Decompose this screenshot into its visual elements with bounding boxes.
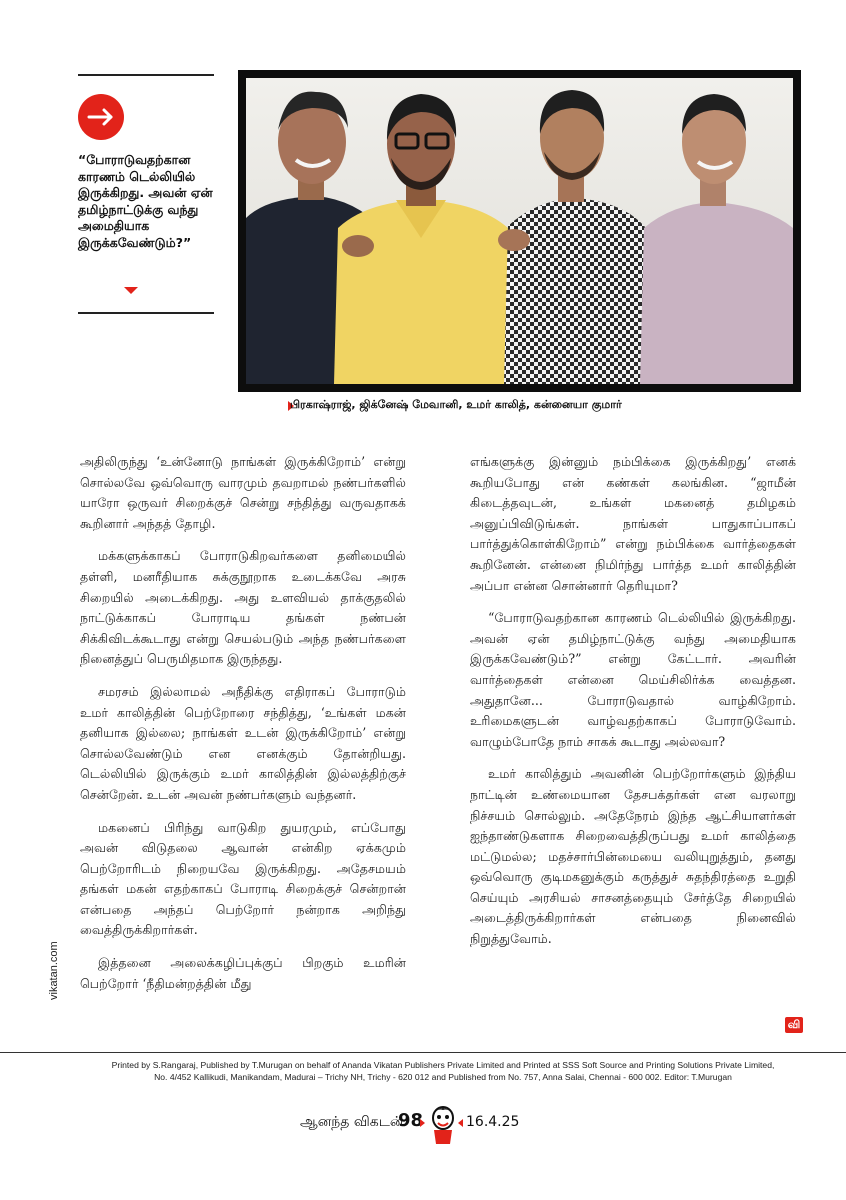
paragraph: “போராடுவதற்கான காரணம் டெல்லியில் இருக்கிறது. அவன் ஏன் தமிழ்நாட்டுக்கு வந்து அமைதியாக இருக்கவேண்டும்?” என்று கேட்டார். அவரின் வார்த்தைகள் என்னை மெய்சிலிர்க்க வைத்தன. அதுதானே... போராடுவதால் வாழ்கிறோம். உரிமைகளுடன் வாழ்வதற்காகப் போராடுவோம். வாழும்போதே நாம் சாகக் கூடாது அல்லவா? <box>470 610 796 749</box>
imprint-line: No. 4/452 Kallikudi, Manikandam, Madurai – Trichy NH, Trichy - 620 012 and Published from No. 757, Anna Salai, Chennai - 600 002. Editor: T.Murugan <box>154 1072 732 1082</box>
mascot-icon <box>428 1104 458 1144</box>
paragraph: எங்களுக்கு இன்னும் நம்பிக்கை இருக்கிறது’ எனக் கூறியபோது என் கண்கள் கலங்கின. “ஜாமீன் கிடைத்தவுடன், உங்கள் மகனைத் தமிழகம் அனுப்பிவிடுங்கள். நாங்கள் பாதுகாப்பாகப் பார்த்துக்கொள்கிறோம்” என்று நம்பிக்கை வார்த்தைகள் கூறினேன். என்னை நிமிர்ந்து பார்த்த உமர் காலித்தின் அப்பா என்ன சொன்னார் தெரியுமா? <box>470 454 796 593</box>
paragraph: இத்தனை அலைக்கழிப்புக்குப் பிறகும் உமரின் பெற்றோர் ‘நீதிமன்றத்தின் மீது <box>80 955 406 991</box>
photo-illustration <box>246 78 793 384</box>
paragraph: மகனைப் பிரிந்து வாடுகிற துயரமும், எப்போது அவன் விடுதலை ஆவான் என்கிற ஏக்கமும் பெற்றோரிடம் நிறையவே இருக்கிறது. அதேசமயம் தங்கள் மகன் எதற்காகப் போராடி சிறைக்குச் சென்றான் என்பதை அந்தப் பெற்றோர் நன்றாக அறிந்து வைத்திருக்கிறார்கள். <box>80 819 406 938</box>
issue-date: 16.4.25 <box>466 1114 520 1130</box>
page-folio <box>300 1104 550 1144</box>
article-left-column <box>80 452 406 1006</box>
paragraph: உமர் காலித்தும் அவனின் பெற்றோர்களும் இந்திய நாட்டின் உண்மையான தேசபக்தர்கள் என வரலாறு நிச்சயம் சொல்லும். அதேநேரம் இந்த ஆட்சியாளர்கள் ஐந்தாண்டுகளாக சிறைவைத்திருப்பது உமர் காலித்தை மட்டுமல்ல; மதச்சார்பின்மையை வலியுறுத்தும், தனது ஒவ்வொரு குடிமகனுக்கும் கருத்துச் சுதந்திரத்தை உறுதி செய்யும் அரசியல் சாசனத்தையும் சேர்த்தே சிறையில் அடைத்திருக்கிறார்கள் என்பதை நினைவில் நிறுத்துவோம். <box>470 766 796 947</box>
paragraph: அதிலிருந்து ‘உன்னோடு நாங்கள் இருக்கிறோம்’ என்று சொல்லவே ஒவ்வொரு வாரமும் தவறாமல் நண்பர்களில் யாரோ ஒருவர் சிறைக்குச் சென்று சந்தித்து வருவதாகக் கூறினார் அந்தத் தோழி. <box>80 454 406 531</box>
footer-rule <box>0 1052 846 1053</box>
paragraph: சமரசம் இல்லாமல் அநீதிக்கு எதிராகப் போராடும் உமர் காலித்தின் பெற்றோரை சந்தித்து, ‘உங்கள் மகன் தனியாக இல்லை; நாங்கள் உடன் இருக்கிறோம்’ என்று சொல்லவேண்டும் என எனக்கும் தோன்றியது. டெல்லியில் இருக்கும் உமர் காலித்தின் இல்லத்திற்குச் சென்றேன். உடன் அவன் நண்பர்களும் வந்தனர். <box>80 683 406 802</box>
end-mark-logo: வி <box>785 1017 803 1033</box>
imprint-line: Printed by S.Rangaraj, Published by T.Murugan on behalf of Ananda Vikatan Publishers Private Limited and Printed at SSS Soft Source and Printing Solutions Private Limited, <box>111 1060 775 1070</box>
article-right-column <box>470 452 796 962</box>
magazine-name: ஆனந்த விகடன் <box>300 1114 404 1130</box>
folio-marker-icon <box>420 1119 425 1127</box>
quote-top-rule <box>78 74 214 76</box>
pull-quote: “போராடுவதற்கான காரணம் டெல்லியில் இருக்கிறது. அவன் ஏன் தமிழ்நாட்டுக்கு வந்து அமைதியாக இருக்கவேண்டும்?” <box>78 152 213 250</box>
photo-caption: பிரகாஷ்ராஜ், ஜிக்னேஷ் மேவானி, உமர் காலித், கன்னையா குமார் <box>290 398 622 411</box>
imprint <box>90 1059 796 1083</box>
group-photo <box>238 70 801 392</box>
paragraph: மக்களுக்காகப் போராடுகிறவர்களை தனிமையில் தள்ளி, மனரீதியாக சுக்குநூறாக உடைக்கவே அரசு சிறையில் அடைக்கிறது. அது உளவியல் தாக்குதலில் நாட்டுக்காகப் போராடிய தங்கள் நண்பன் சிக்கிவிடக்கூடாது என்று செயல்படும் அந்த நண்பர்களை நினைத்துப் பெருமிதமாக இருந்தது. <box>80 548 406 667</box>
folio-marker-icon <box>458 1119 463 1127</box>
side-url: vikatan.com <box>48 941 60 1000</box>
right-arrow-icon <box>78 94 124 140</box>
page-number: 98 <box>398 1110 424 1131</box>
down-triangle-icon <box>124 287 138 294</box>
quote-bottom-rule <box>78 312 214 314</box>
